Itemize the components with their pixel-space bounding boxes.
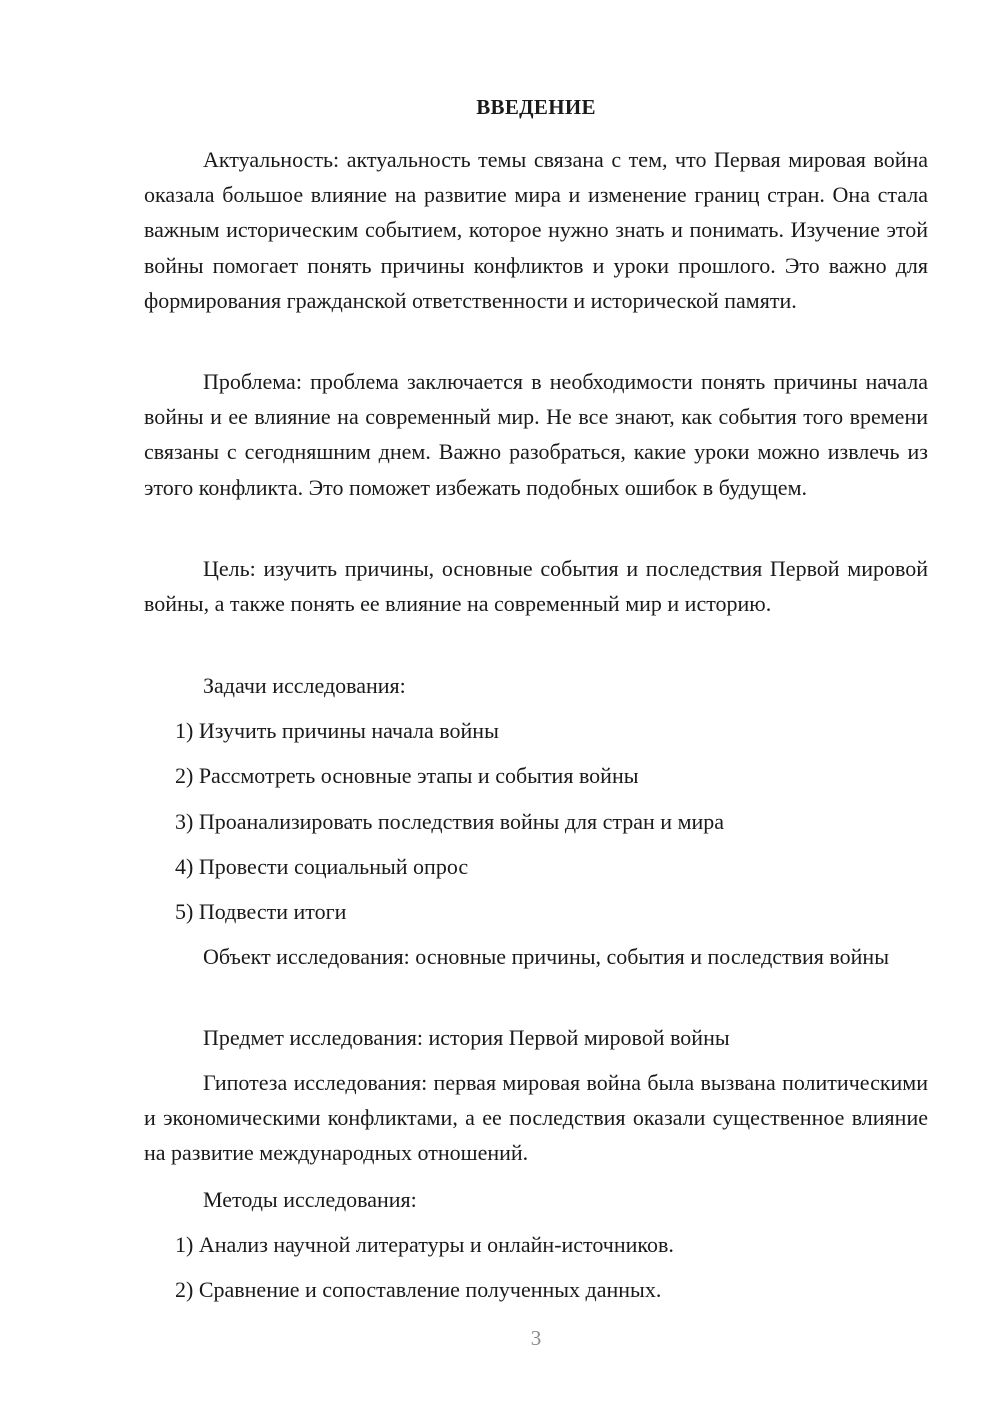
tasks-title: Задачи исследования:: [203, 673, 406, 698]
method-item: 1) Анализ научной литературы и онлайн-источников.: [175, 1232, 674, 1257]
task-item: 3) Проанализировать последствия войны для стран и мира: [175, 809, 725, 834]
page-number: 3: [530, 1326, 542, 1350]
task-item: 2) Рассмотреть основные этапы и события войны: [175, 763, 639, 788]
object-paragraph: Объект исследования: основные причины, события и последствия войны: [203, 944, 889, 969]
section-heading: ВВЕДЕНИЕ: [476, 95, 596, 119]
methods-title: Методы исследования:: [203, 1187, 417, 1212]
goal-paragraph: Цель: изучить причины, основные события и последствия Первой мировой войны, а также понять ее влияние на современный мир и историю.: [144, 556, 928, 617]
relevance-paragraph: Актуальность: актуальность темы связана с тем, что Первая мировая война оказала большое влияние на развитие мира и изменение границ стран. Она стала важным историческим событием, которое нужно знать и понимать. Изучение этой войны помогает понять причины конфликтов и уроки прошлого. Это важно для формирования гражданской ответственности и исторической памяти.: [144, 147, 928, 313]
hypothesis-paragraph: Гипотеза исследования: первая мировая война была вызвана политическими и экономическими конфликтами, а ее последствия оказали существенное влияние на развитие международных отношений.: [144, 1070, 928, 1166]
task-item: 4) Провести социальный опрос: [175, 854, 469, 879]
problem-paragraph: Проблема: проблема заключается в необходимости понять причины начала войны и ее влияние на современный мир. Не все знают, как события того времени связаны с сегодняшним днем. Важно разобраться, какие уроки можно извлечь из этого конфликта. Это поможет избежать подобных ошибок в будущем.: [144, 369, 928, 500]
subject-paragraph: Предмет исследования: история Первой мировой войны: [203, 1025, 730, 1050]
method-item: 2) Сравнение и сопоставление полученных данных.: [175, 1277, 662, 1302]
task-item: 5) Подвести итоги: [175, 899, 347, 924]
task-item: 1) Изучить причины начала войны: [175, 718, 499, 743]
